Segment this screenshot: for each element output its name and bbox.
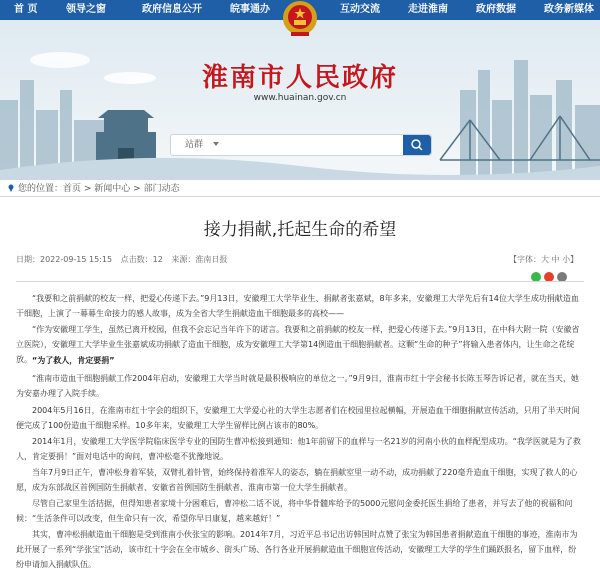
article-paragraph: “淮南市造血干细胞捐献工作2004年启动，安徽理工大学当时就是最积极响应的单位之一。”9月9日，淮南市红十字会秘书长陈玉琴告诉记者，就在当天，她为安嘉办理了入院手续。 [16,374,579,398]
national-emblem-icon [279,0,321,38]
nav-services[interactable]: 皖事通办 [230,4,270,15]
article-paragraph: “我要和之前捐献的校友一样，把爱心传递下去。”9月13日，安徽理工大学毕业生、捐献者张嘉斌，8年多来，安徽理工大学先后有14位大学生成功捐献造血干细胞，上演了一幕幕生命接力的感人故事，成为全省大学生捐献造血干细胞最多的高校—— [16,294,579,318]
search-input[interactable] [225,137,389,153]
article-date: 日期：2022-09-15 15:15 [16,255,113,264]
article-subheading: “为了救人，肯定要捐” [32,356,115,365]
nav-new-media[interactable]: 政务新媒体 [544,4,594,15]
article-paragraph: “作为安徽理工学生，虽然已离开校园，但我不会忘记当年许下的诺言。我要和之前捐献的校友一样，把爱心传递下去。”9月13日，在中科大附一院（安徽省立医院），安徽理工大学毕业生张嘉斌成功捐献了造血干细胞，成为安徽理工大学第14例造血干细胞捐献者。这颗“生命的种子”将输入患者体内，让生命之花绽放。 [16,325,580,364]
article-paragraph: 2004年5月16日，在淮南市红十字会的组织下，安徽理工大学爱心社的大学生志愿者们在校园里拉起横幅，开展造血干细胞捐献宣传活动，只用了半天时间便完成了100份造血干细胞采样。10多年来，安徽理工大学生留样比例占该市的80%。 [16,406,580,430]
divider [16,281,584,282]
nav-huainan[interactable]: 走进淮南 [408,4,448,15]
search-icon [403,135,431,155]
font-size-control[interactable]: 【字体：大 中 小】 [509,255,579,264]
search-box [170,134,432,156]
article-views: 点击数：12 [120,255,163,264]
article-meta [16,254,233,265]
share-bar [531,267,570,286]
breadcrumb [7,181,180,194]
article-paragraph: 其实，曹冲松捐献造血干细胞是受到淮南小伙张宝的影响。2014年7月，习近平总书记出访韩国时点赞了张宝为韩国患者捐献造血干细胞的事迹，淮南市为此开展了一系列“学张宝”活动，该市红十字会在全市城乡、街头广场、各行各业开展捐献造血干细胞宣传活动，安徽理工大学的学生们踊跃报名，留下血样，纷纷申请加入捐献队伍。 [16,530,578,569]
article-paragraph: 当年7月9日正午，曹冲松身着军装，双臂扎着针管，始终保持着准军人的姿态，躺在捐献室里一动不动，成功捐献了220毫升造血干细胞，实现了救人的心愿，成为东部战区首例国防生捐献者、安徽省首例国防生捐献者、淮南市第一位大学生捐献者。 [16,468,578,492]
search-button[interactable] [403,135,431,155]
nav-leaders[interactable]: 领导之窗 [66,4,106,15]
header-banner [0,20,600,180]
breadcrumb-dept[interactable]: 部门动态 [143,184,180,194]
divider [0,196,600,197]
nav-data[interactable]: 政府数据 [476,4,516,15]
location-icon [7,184,15,192]
article-paragraph: 2014年1月，安徽理工大学医学院临床医学专业的国防生曹冲松接到通知：他1年前留下的血样与一名21岁的河南小伙的血样配型成功。“我学医就是为了救人，肯定要捐！”面对电话中的询问，曹冲松毫不犹豫地说。 [16,437,581,461]
site-url: www.huainan.gov.cn [253,93,347,103]
nav-interact[interactable]: 互动交流 [340,4,380,15]
breadcrumb-separator: > [81,184,95,194]
breadcrumb-label: 您的位置： [18,184,64,194]
article-title: 接力捐献,托起生命的希望 [203,220,397,240]
article-source: 来源：淮南日报 [171,255,228,264]
nav-info-public[interactable]: 政府信息公开 [142,4,202,15]
nav-home[interactable]: 首 页 [14,4,38,15]
site-title: 淮南市人民政府 [201,63,398,93]
breadcrumb-separator: > [130,184,144,194]
search-scope-select[interactable]: 站群 [185,140,204,150]
breadcrumb-home[interactable]: 首页 [63,184,82,194]
breadcrumb-news[interactable]: 新闻中心 [94,184,131,194]
chevron-down-icon[interactable] [213,142,219,146]
article-paragraph: 尽管自己家里生活拮据，但得知患者家境十分困难后，曹冲松二话不说，将中华骨髓库给予的5000元慰问金委托医生捐给了患者，并写去了他的祝福和问候：“生活条件可以改变，但生命只有一次，希望你早日康复，越来越好！” [16,499,573,523]
